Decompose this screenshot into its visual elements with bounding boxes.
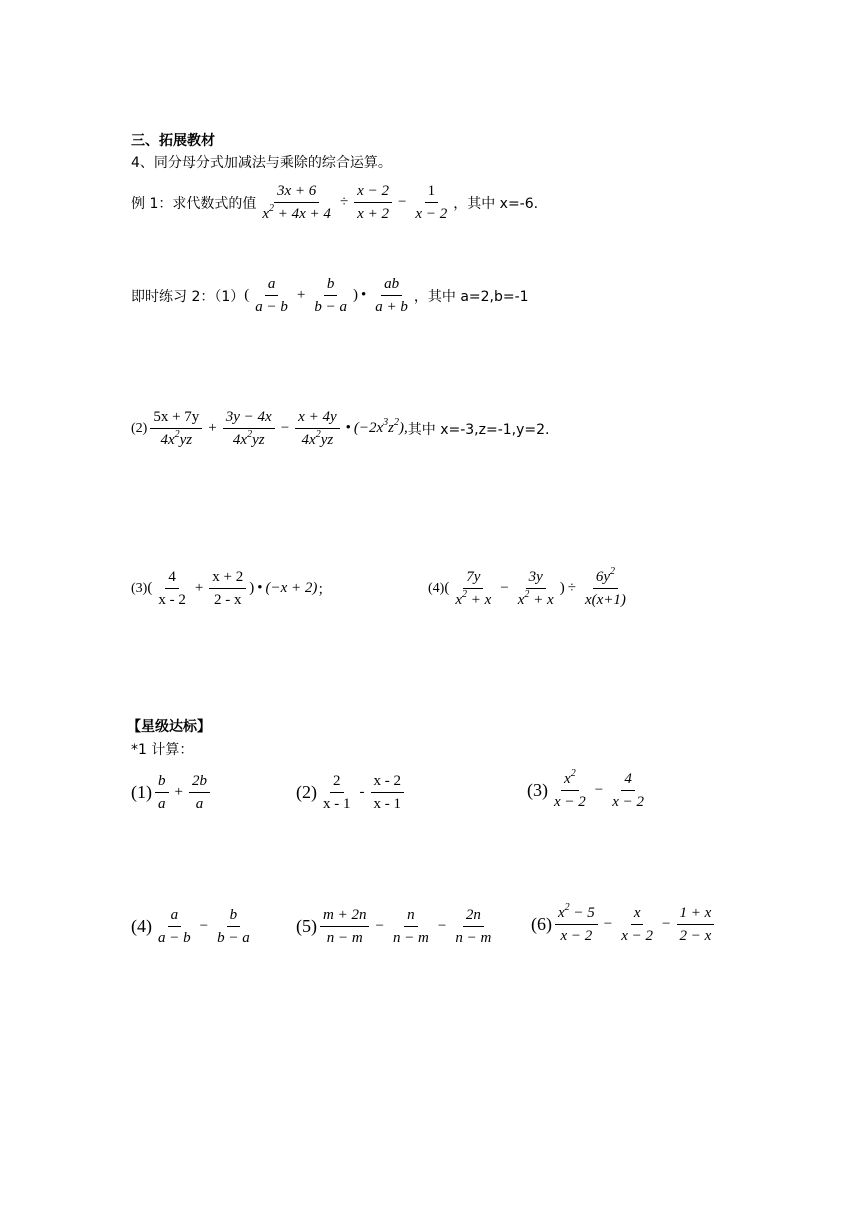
problem-2-fraction-3 — [295, 408, 339, 449]
open-paren: ( — [147, 580, 153, 596]
fraction-denominator: a − b — [255, 299, 288, 315]
den-rest: + x — [529, 592, 554, 608]
fraction-denominator: x + 2 — [357, 206, 389, 222]
fraction-denominator: n − m — [326, 930, 363, 946]
open-paren: ( — [444, 580, 450, 596]
fraction-denominator: x − 2 — [560, 928, 593, 944]
fraction-numerator: 2b — [189, 772, 210, 793]
den-part: 4x — [160, 432, 175, 448]
fraction-denominator — [299, 429, 337, 449]
example1-prefix: 例 1：求代数式的值 — [131, 195, 257, 212]
fraction-denominator: a — [158, 796, 166, 812]
problem-3-fraction-1 — [155, 568, 189, 609]
problem-2-tail — [353, 417, 408, 437]
plus-operator: + — [208, 420, 217, 436]
section-subheading: 4、同分母分式加减法与乘除的综合运算。 — [131, 155, 392, 171]
exercise-6 — [531, 904, 717, 945]
num-rest: − 5 — [569, 905, 595, 921]
tail-exponent: 3 — [383, 417, 389, 428]
den-rest: + 4x + 4 — [274, 206, 331, 222]
fraction-numerator: b — [324, 275, 338, 296]
den-var: x — [517, 592, 525, 608]
den-part: yz — [320, 432, 334, 448]
exercise-label: (4) — [131, 916, 152, 936]
example1-fraction-3 — [412, 182, 450, 223]
practice-fraction-2 — [311, 275, 350, 316]
fraction-numerator — [555, 904, 598, 925]
den-part: yz — [252, 432, 265, 448]
problem-3-tail: (−x + 2) — [265, 580, 318, 596]
exercise-label: (6) — [531, 914, 552, 934]
num-exponent: 2 — [609, 566, 615, 577]
fraction-denominator — [157, 429, 195, 449]
example1-fraction-2 — [354, 182, 392, 223]
problem-2-fraction-2 — [223, 408, 275, 449]
exercise-1-fraction-2 — [189, 772, 210, 813]
dot-operator: • — [360, 287, 367, 303]
exercise-6-fraction-3 — [677, 904, 715, 945]
minus-operator: − — [199, 918, 209, 934]
fraction-numerator: x — [631, 904, 644, 925]
fraction-numerator: x - 2 — [371, 772, 405, 793]
exercise-1-fraction-1 — [155, 772, 169, 813]
den-exponent: 2 — [462, 589, 467, 600]
fraction-numerator: m + 2n — [320, 906, 369, 927]
plus-operator: + — [174, 784, 183, 800]
fraction-denominator: x − 2 — [621, 928, 654, 944]
minus-operator: − — [437, 918, 447, 934]
minus-operator: − — [397, 194, 407, 210]
example1-line — [131, 182, 538, 223]
fraction-numerator: x + 4y — [295, 408, 339, 429]
plus-operator: + — [296, 287, 306, 303]
fraction-denominator: x(x+1) — [584, 592, 626, 608]
divide-operator: ÷ — [567, 580, 576, 596]
minus-operator: − — [500, 580, 509, 596]
problem-3-fraction-2 — [209, 568, 246, 609]
fraction-numerator: 3x + 6 — [274, 182, 319, 203]
problem-4-fraction-2 — [515, 568, 557, 609]
fraction-numerator — [593, 568, 618, 589]
fraction-numerator — [561, 770, 579, 791]
fraction-denominator: n − m — [455, 930, 492, 946]
practice-line — [131, 275, 529, 316]
fraction-denominator — [452, 589, 494, 609]
exercise-2-fraction-2 — [371, 772, 405, 813]
exercise-6-fraction-1 — [555, 904, 598, 945]
exercise-label: (5) — [296, 916, 317, 936]
exercise-1 — [131, 772, 213, 813]
den-exponent: 2 — [315, 429, 321, 440]
fraction-denominator: x - 1 — [323, 796, 351, 812]
close-paren: ) — [559, 580, 565, 596]
fraction-numerator: 2 — [330, 772, 344, 793]
fraction-denominator: 2 - x — [214, 592, 242, 608]
fraction-numerator: 5x + 7y — [150, 408, 202, 429]
fraction-denominator: x - 1 — [373, 796, 401, 812]
fraction-numerator: 2n — [463, 906, 484, 927]
fraction-denominator: 2 − x — [679, 928, 712, 944]
example1-suffix: ，其中 x=-6. — [453, 195, 539, 212]
fraction-denominator: a — [195, 796, 204, 812]
minus-operator: − — [280, 420, 290, 436]
den-exponent: 2 — [174, 429, 180, 440]
fraction-denominator: x − 2 — [415, 206, 448, 222]
fraction-denominator: b − a — [314, 299, 347, 315]
exercise-5 — [296, 906, 497, 947]
exercise-2 — [296, 772, 407, 813]
problem-3-suffix: ； — [317, 581, 332, 598]
problem-3-label: (3) — [131, 580, 148, 596]
den-part: yz — [179, 432, 193, 448]
section-heading: 三、拓展教材 — [131, 133, 215, 149]
plus-operator: + — [194, 580, 204, 596]
fraction-numerator: b — [155, 772, 169, 793]
den-part: 4x — [232, 432, 248, 448]
exercise-4 — [131, 906, 256, 947]
exercise-6-fraction-2 — [618, 904, 656, 945]
minus-operator: − — [375, 918, 384, 934]
problem-4-line — [428, 568, 632, 609]
problem-2-label: (2) — [131, 420, 148, 436]
tail-exponent: 2 — [394, 417, 399, 428]
minus-operator: - — [359, 784, 365, 800]
practice-suffix: ，其中 a=2,b=-1 — [413, 288, 529, 305]
fraction-denominator: x - 2 — [158, 592, 186, 608]
fraction-denominator — [515, 589, 557, 609]
fraction-numerator: 3y — [526, 568, 546, 589]
problem-2-fraction-1 — [150, 408, 202, 449]
practice-prefix: 即时练习 2：（1） — [131, 288, 245, 305]
num-exponent: 2 — [570, 768, 576, 779]
exercise-label: (2) — [296, 782, 317, 802]
fraction-numerator: ab — [381, 275, 402, 296]
fraction-numerator: 1 — [425, 182, 439, 203]
dot-operator: • — [257, 580, 263, 596]
fraction-numerator: 3y − 4x — [223, 408, 275, 429]
fraction-numerator: 4 — [621, 770, 635, 791]
fraction-numerator: b — [227, 906, 241, 927]
fraction-denominator: n − m — [392, 930, 429, 946]
exercise-5-fraction-3 — [452, 906, 494, 947]
tail-part: (−2x — [353, 420, 384, 436]
close-paren: ) — [352, 287, 358, 303]
divide-operator: ÷ — [339, 194, 349, 210]
num-exponent: 2 — [564, 902, 570, 913]
exercise-4-fraction-1 — [155, 906, 194, 947]
fraction-numerator: 1 + x — [677, 904, 715, 925]
open-paren: ( — [244, 287, 250, 303]
fraction-denominator: b − a — [217, 930, 250, 946]
tail-part: z — [388, 420, 394, 436]
den-var: x — [455, 592, 462, 608]
fraction-denominator — [259, 203, 334, 223]
minus-operator: − — [662, 916, 671, 932]
den-part: 4x — [301, 432, 316, 448]
problem-4-label: (4) — [428, 580, 445, 596]
problem-2-line — [131, 408, 550, 449]
num-var: x — [564, 771, 571, 787]
practice-fraction-3 — [372, 275, 411, 316]
fraction-numerator: 7y — [463, 568, 483, 589]
exercise-3-fraction-1 — [551, 770, 589, 811]
stars-subheading: *1 计算： — [131, 742, 194, 758]
fraction-numerator: a — [168, 906, 182, 927]
stars-heading: 【星级达标】 — [127, 719, 211, 735]
problem-3-line — [131, 568, 331, 609]
den-exponent: 2 — [524, 589, 530, 600]
exercise-4-fraction-2 — [214, 906, 253, 947]
num-part: 6y — [595, 569, 610, 585]
problem-4-fraction-3 — [582, 568, 629, 609]
den-var: x — [262, 206, 270, 222]
exercise-label: (1) — [131, 782, 152, 802]
fraction-denominator — [230, 429, 268, 449]
close-paren: ) — [249, 580, 255, 596]
practice-fraction-1 — [252, 275, 291, 316]
num-var: x — [558, 905, 565, 921]
exercise-5-fraction-2 — [390, 906, 432, 947]
exercise-3-fraction-2 — [609, 770, 647, 811]
den-exponent: 2 — [269, 203, 275, 214]
exercise-5-fraction-1 — [320, 906, 369, 947]
exercise-3 — [527, 770, 650, 811]
fraction-denominator: a + b — [375, 299, 408, 315]
minus-operator: − — [594, 782, 604, 798]
fraction-numerator: x + 2 — [209, 568, 246, 589]
tail-part: ), — [399, 420, 408, 436]
fraction-denominator: x − 2 — [554, 794, 586, 810]
fraction-numerator: a — [265, 275, 279, 296]
problem-4-fraction-1 — [452, 568, 494, 609]
dot-operator: • — [345, 420, 351, 436]
fraction-denominator: x − 2 — [612, 794, 645, 810]
exercise-label: (3) — [527, 780, 548, 800]
minus-operator: − — [603, 916, 613, 932]
fraction-numerator: x − 2 — [354, 182, 392, 203]
fraction-numerator: 4 — [165, 568, 179, 589]
den-rest: + x — [467, 592, 492, 608]
fraction-numerator: n — [404, 906, 418, 927]
example1-fraction-1 — [259, 182, 334, 223]
fraction-denominator: a − b — [158, 930, 191, 946]
den-exponent: 2 — [247, 429, 253, 440]
exercise-2-fraction-1 — [320, 772, 354, 813]
problem-2-suffix: 其中 x=-3,z=-1,y=2. — [407, 421, 550, 438]
